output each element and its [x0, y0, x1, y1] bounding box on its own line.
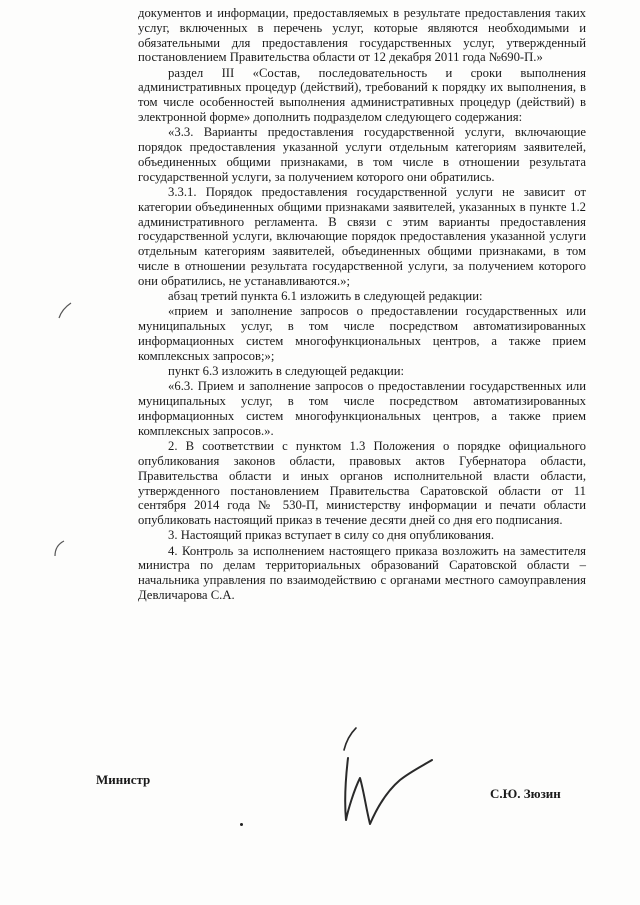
paragraph-3-3: «3.3. Варианты предоставления государственной услуги, включающие порядок предоставления указанной услуги отдельным категориям заявителей, объединенных общими признаками, в том числе в отношении результата государственной услуги, за получением которого они обратились. [138, 125, 586, 184]
paragraph-continuation: документов и информации, предоставляемых в результате предоставления таких услуг, включенных в перечень услуг, которые являются необходимыми и обязательными для предоставления государственных услуг, утвержденный постановлением Правительства области от 12 декабря 2011 года №690-П.» [138, 6, 586, 65]
paragraph-item-3: 3. Настоящий приказ вступает в силу со дня опубликования. [168, 528, 495, 543]
handwritten-signature [330, 720, 440, 840]
paragraph-item-4: 4. Контроль за исполнением настоящего приказа возложить на заместителя министра по делам территориальных образований Саратовской области – начальника управления по взаимодействию с органами местного самоуправления Девличарова С.А. [138, 543, 586, 603]
paragraph-6-1-intro: абзац третий пункта 6.1 изложить в следующей редакции: [168, 289, 483, 304]
paragraph-6-1-text: «прием и заполнение запросов о предоставлении государственных или муниципальных услуг, в том числе посредством автоматизированных информационных систем многофункциональных центров, а также прием комплексных запросов;»; [138, 304, 586, 363]
paragraph-item-2: 2. В соответствии с пунктом 1.3 Положения о порядке официального опубликования законов области, правовых актов Губернатора области, Правительства области и иных органов исполнительной власти области, утвержденного постановлением Правительства Саратовской области от 11 сентября 2014 года № 530-П, министерству информации и печати области опубликовать настоящий приказ в течение десяти дней со дня его подписания. [138, 439, 586, 528]
paragraph-6-3-intro: пункт 6.3 изложить в следующей редакции: [168, 364, 405, 379]
signatory-title: Министр [96, 772, 151, 787]
signatory-name: С.Ю. Зюзин [490, 786, 561, 801]
ink-dot [240, 823, 243, 826]
margin-mark-icon [50, 538, 70, 560]
paragraph-3-3-1: 3.3.1. Порядок предоставления государственной услуги не зависит от категории объединенных общими признаками заявителей, указанных в пункте 1.2 административного регламента. В связи с этим варианты предоставления государственной услуги, включающие порядок предоставления указанной услуги отдельным категориям заявителей, объединенных общими признаками, в том числе в отношении результата государственной услуги, за получением которого они обратились, не устанавливаются.»; [138, 185, 586, 288]
margin-mark-icon [55, 300, 75, 322]
paragraph-6-3-text: «6.3. Прием и заполнение запросов о предоставлении государственных или муниципальных услуг, в том числе посредством автоматизированных информационных систем многофункциональных центров, а также прием комплексных запросов.». [138, 379, 586, 438]
paragraph-section-iii: раздел III «Состав, последовательность и сроки выполнения административных процедур (действий), требований к порядку их выполнения, в том числе особенностей выполнения административных процедур (действий) в электронной форме» дополнить подразделом следующего содержания: [138, 65, 586, 125]
document-body [138, 6, 586, 603]
